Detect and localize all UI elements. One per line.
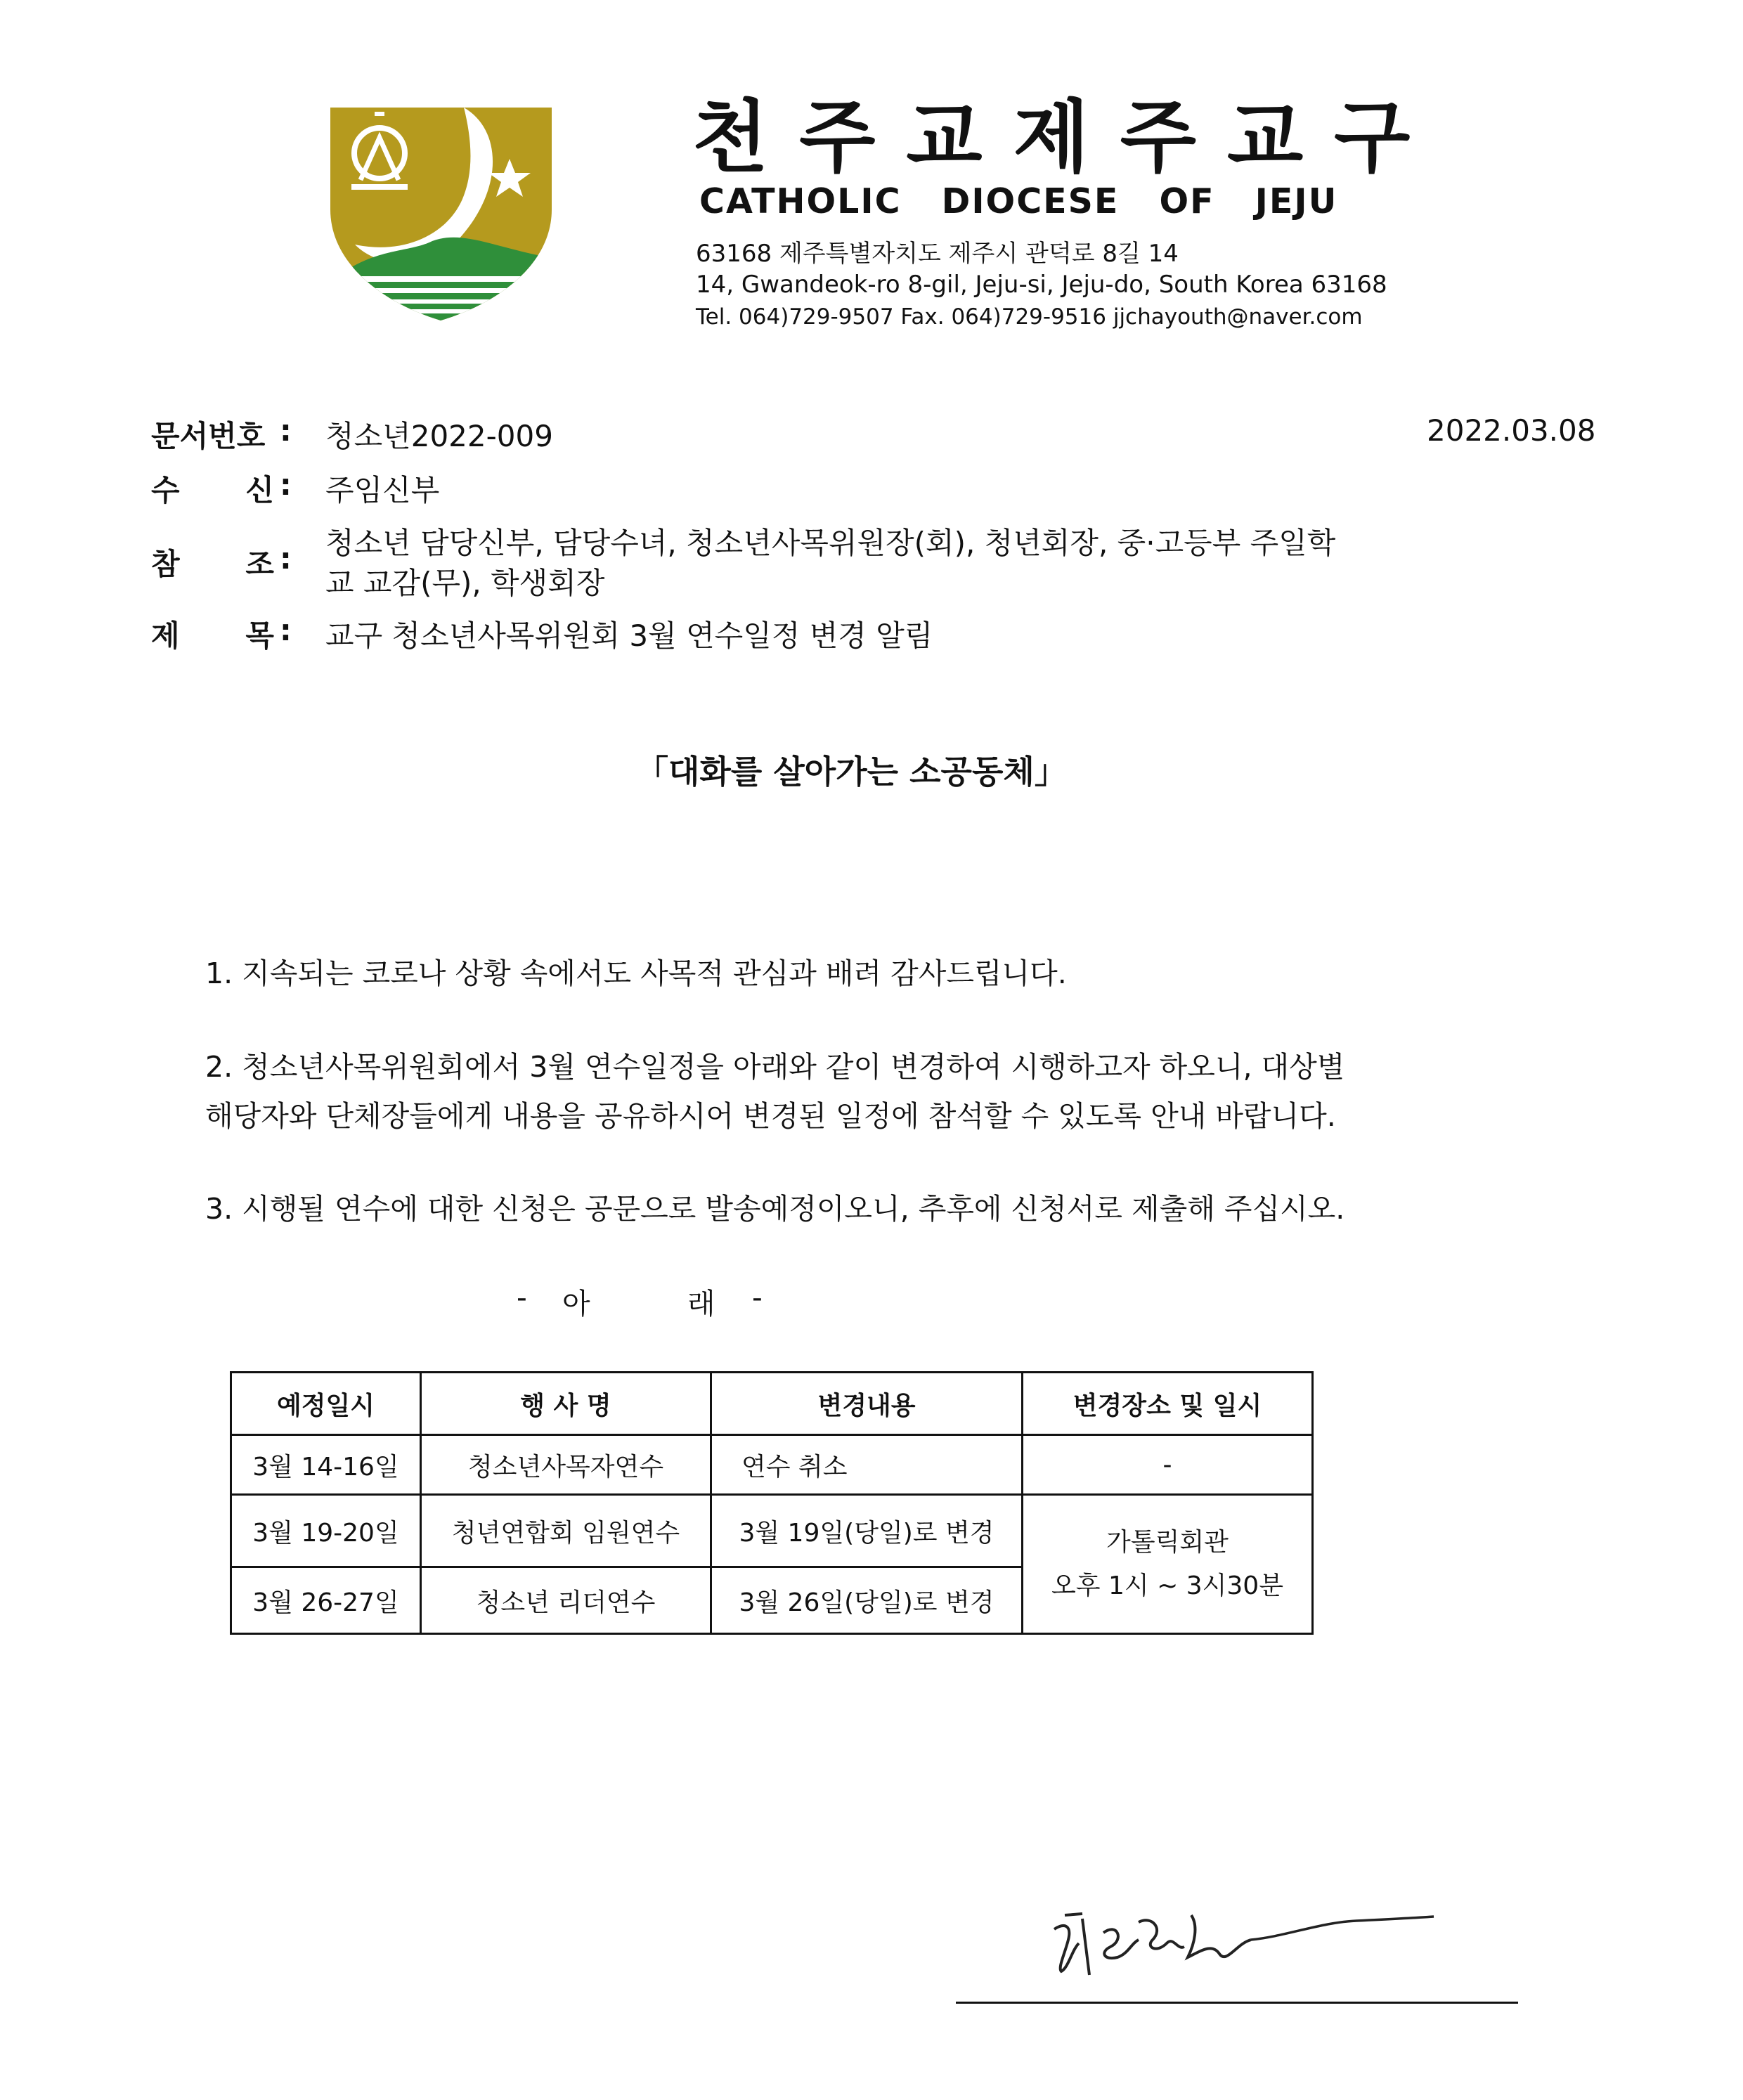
table-cell-date: 3월 26-27일: [231, 1567, 421, 1634]
document-date: 2022.03.08: [1427, 413, 1596, 448]
table-row: [231, 1435, 1313, 1495]
recipient-label-char-1: 수: [151, 473, 180, 507]
table-row: [231, 1495, 1313, 1567]
contact-info: Tel. 064)729-9507 Fax. 064)729-9516 jjchayouth@naver.com: [696, 304, 1363, 330]
diocese-coat-of-arms-logo: [327, 104, 555, 322]
below-char-b: 래: [687, 1287, 715, 1321]
reference-colon: :: [280, 541, 292, 576]
address-korean: 63168 제주특별자치도 제주시 관덕로 8길 14: [696, 240, 1179, 268]
diocese-name-english: CATHOLIC DIOCESE OF JEJU: [699, 181, 1338, 221]
location-line-2: 오후 1시 ~ 3시30분: [1051, 1571, 1283, 1600]
subject-label-char-2: 목: [245, 618, 274, 653]
doc-number: 청소년2022-009: [325, 419, 553, 453]
recipient-colon: :: [280, 467, 292, 502]
table-cell-location: -: [1023, 1435, 1313, 1495]
reference-label: [151, 541, 274, 583]
table-header-row: [231, 1373, 1313, 1435]
recipient: 주임신부: [325, 473, 440, 507]
signature-line: [956, 2002, 1518, 2004]
location-line-1: 가톨릭회관: [1106, 1527, 1229, 1557]
doc-number-label: 문서번호: [151, 419, 266, 453]
doc-number-colon: :: [280, 413, 292, 448]
address-english: 14, Gwandeok-ro 8-gil, Jeju-si, Jeju-do, South Korea 63168: [696, 271, 1387, 299]
subject-label-char-1: 제: [151, 618, 180, 653]
table-cell-event: 청소년사목자연수: [421, 1435, 711, 1495]
subject: 교구 청소년사목위원회 3월 연수일정 변경 알림: [325, 618, 933, 653]
reference-label-char-1: 참: [151, 547, 180, 581]
paragraph-2-line-1: 2. 청소년사목위원회에서 3월 연수일정을 아래와 같이 변경하여 시행하고자 하오니, 대상별: [205, 1050, 1345, 1084]
table-cell-change: 3월 26일(당일)로 변경: [711, 1567, 1023, 1634]
below-dash-right: -: [752, 1281, 763, 1314]
table-cell-date: 3월 14-16일: [231, 1435, 421, 1495]
reference-line-1: 청소년 담당신부, 담당수녀, 청소년사목위원장(회), 청년회장, 중·고등부 주일학: [325, 526, 1336, 560]
diocese-name-korean: 천주교제주교구: [692, 92, 1441, 183]
reference-label-char-2: 조: [245, 547, 274, 581]
below-dash-left: -: [517, 1281, 527, 1314]
recipient-label: [151, 467, 274, 510]
table-cell-location-merged: [1023, 1495, 1313, 1634]
column-header-event-name: 행 사 명: [421, 1373, 711, 1435]
table-cell-event: 청년연합회 임원연수: [421, 1495, 711, 1567]
column-header-change: 변경내용: [711, 1373, 1023, 1435]
column-header-location-time: 변경장소 및 일시: [1023, 1373, 1313, 1435]
paragraph-2-line-2: 해당자와 단체장들에게 내용을 공유하시어 변경된 일정에 참석할 수 있도록 안내 바랍니다.: [205, 1099, 1336, 1133]
recipient-label-char-2: 신: [245, 473, 274, 507]
table-cell-date: 3월 19-20일: [231, 1495, 421, 1567]
below-char-a: 아: [562, 1287, 590, 1321]
subject-colon: :: [280, 613, 292, 647]
column-header-scheduled-date: 예정일시: [231, 1373, 421, 1435]
reference-line-2: 교 교감(무), 학생회장: [325, 566, 605, 600]
schedule-change-table: [230, 1371, 1314, 1635]
table-cell-change: 3월 19일(당일)로 변경: [711, 1495, 1023, 1567]
table-cell-change: 연수 취소: [711, 1435, 1023, 1495]
paragraph-1: 1. 지속되는 코로나 상황 속에서도 사목적 관심과 배려 감사드립니다.: [205, 957, 1067, 990]
table-cell-event: 청소년 리더연수: [421, 1567, 711, 1634]
subject-label: [151, 613, 274, 655]
handwritten-signature: [1040, 1901, 1441, 1985]
paragraph-3: 3. 시행될 연수에 대한 신청은 공문으로 발송예정이오니, 추후에 신청서로 제출해 주십시오.: [205, 1192, 1345, 1226]
motto-title: 「대화를 살아가는 소공동체」: [636, 753, 1067, 791]
